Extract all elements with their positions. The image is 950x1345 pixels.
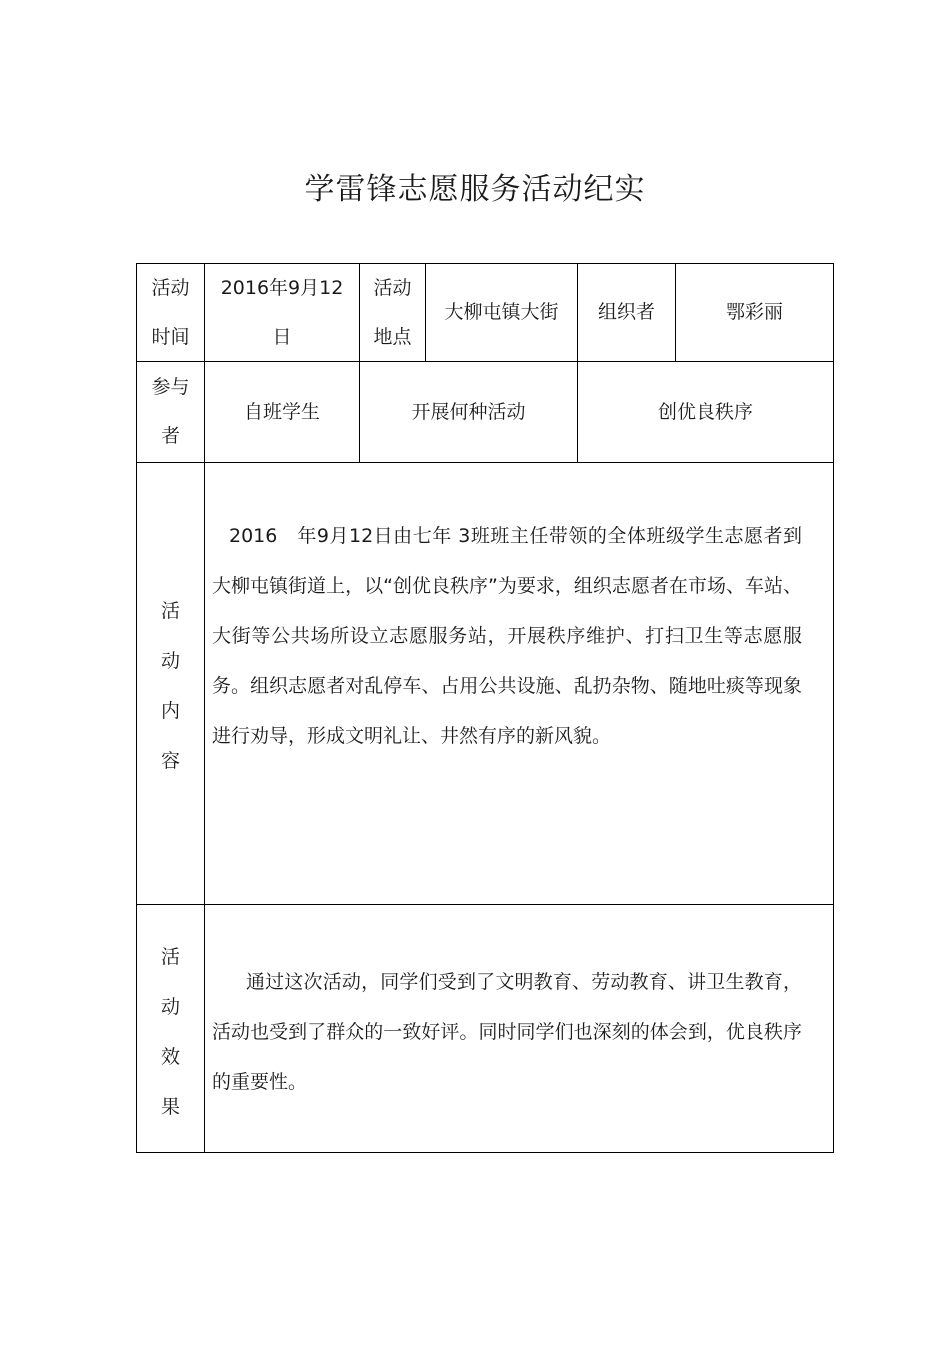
content-label-char1: 活 — [160, 600, 180, 622]
participant-value-cell — [205, 362, 359, 462]
activity-type-value-cell — [578, 362, 833, 462]
effect-label-char1: 活 — [160, 946, 180, 968]
time-value-cell — [205, 264, 359, 361]
activity-type-label: 开展何种活动 — [411, 401, 526, 423]
time-value-line1: 2016年9月12 — [220, 277, 344, 299]
effect-label-char3: 效 — [160, 1046, 180, 1068]
participant-label-cell — [137, 362, 204, 462]
organizer-value-cell — [676, 264, 833, 361]
content-label-char4: 容 — [160, 750, 180, 772]
place-label-cell — [360, 264, 425, 361]
row-divider-3 — [136, 904, 834, 905]
effect-label-cell — [137, 932, 204, 1132]
participant-label-line2: 者 — [160, 425, 180, 447]
content-label-char3: 内 — [160, 700, 180, 722]
participant-label-line1: 参与 — [151, 376, 190, 398]
time-value-line2: 日 — [272, 326, 292, 348]
page-title: 学雷锋志愿服务活动纪实 — [304, 172, 646, 207]
place-value-cell — [426, 264, 577, 361]
table-border-right — [833, 263, 834, 1153]
effect-label-char4: 果 — [160, 1096, 180, 1118]
organizer-label-cell — [578, 264, 675, 361]
row-divider-2 — [136, 462, 834, 463]
activity-type-value: 创优良秩序 — [657, 401, 753, 423]
content-label-char2: 动 — [160, 650, 180, 672]
time-label-line1: 活动 — [151, 277, 190, 299]
participant-value: 自班学生 — [243, 401, 320, 423]
time-label-line2: 时间 — [151, 326, 190, 348]
organizer-value: 鄂彩丽 — [725, 301, 783, 323]
activity-type-label-cell — [360, 362, 577, 462]
organizer-label: 组织者 — [597, 301, 655, 323]
effect-label-char2: 动 — [160, 996, 180, 1018]
content-label-cell — [137, 586, 204, 786]
time-label-cell — [137, 264, 204, 361]
place-label-line1: 活动 — [373, 277, 412, 299]
place-value: 大柳屯镇大街 — [444, 301, 559, 323]
effect-text: 通过这次活动，同学们受到了文明教育、劳动教育、讲卫生教育，活动也受到了群众的一致好评。同时同学们也深刻的体会到，优良秩序的重要性。 — [212, 971, 802, 1093]
table-border-bottom — [136, 1152, 834, 1153]
place-label-line2: 地点 — [373, 326, 412, 348]
content-text: 2016 年9月12日由七年 3班班主任带领的全体班级学生志愿者到大柳屯镇街道上，以“创优良秩序”为要求，组织志愿者在市场、车站、大街等公共场所设立志愿服务站，开展秩序维护、打扫卫生等志愿服务。组织志愿者对乱停车、占用公共设施、乱扔杂物、随地吐痰等现象进行劝导，形成文明礼让、井然有序的新风貌。 — [212, 525, 802, 747]
